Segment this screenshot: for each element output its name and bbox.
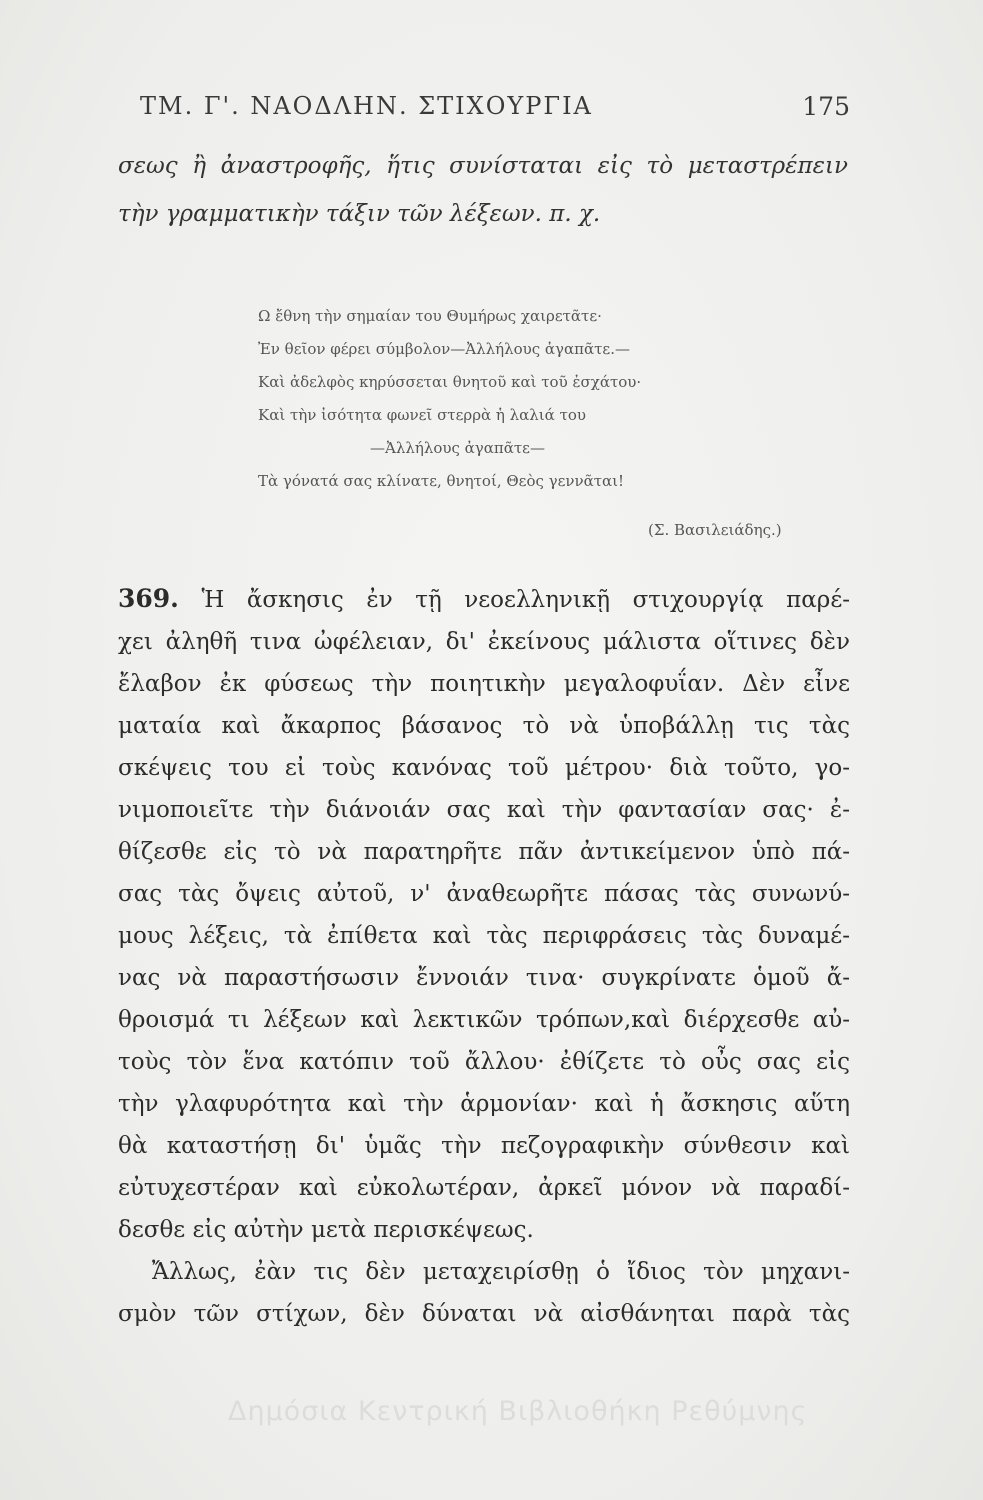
poem-verse: Ω ἔθνη τὴν σημαίαν του Θυμήρως χαιρετᾶτε· [258,307,602,325]
body-row: ματαία καὶ ἄκαρπος βάσανος τὸ νὰ ὑποβάλλῃ τις τὰς [118,713,850,739]
body-row: μους λέξεις, τὰ ἐπίθετα καὶ τὰς περιφράσεις τὰς δυναμέ- [118,923,850,949]
poem-verse: Ἐν θεῖον φέρει σύμβολον—Ἀλλήλους ἀγαπᾶτε.— [258,340,630,358]
running-header [140,92,850,132]
intro-text [118,142,848,238]
poem-verse: Τὰ γόνατά σας κλίνατε, θνητοί, Θεὸς γεννᾶται! [258,472,625,490]
body-row [118,578,850,621]
body-row: σμὸν τῶν στίχων, δὲν δύναται νὰ αἰσθάνηται παρὰ τὰς [118,1301,850,1327]
body-row: σκέψεις του εἰ τοὺς κανόνας τοῦ μέτρου· διὰ τοῦτο, γο- [118,755,850,781]
body-row: θροισμά τι λέξεων καὶ λεκτικῶν τρόπων,καὶ διέρχεσθε αὐ- [118,1007,850,1033]
body-row: τὴν γλαφυρότητα καὶ τὴν ἁρμονίαν· καὶ ἡ ἄσκησις αὕτη [118,1091,850,1117]
body-row: ἔλαβον ἐκ φύσεως τὴν ποιητικὴν μεγαλοφυΐαν. Δὲν εἶνε [118,671,850,697]
library-watermark: Δημόσια Κεντρική Βιβλιοθήκη Ρεθύμνης [228,1396,808,1427]
poem-attribution: (Σ. Βασιλειάδης.) [648,521,782,539]
poem-quotation [258,300,778,498]
body-row: θὰ καταστήσῃ δι' ὑμᾶς τὴν πεζογραφικὴν σύνθεσιν καὶ [118,1133,850,1159]
intro-line: τὴν γραμματικὴν τάξιν τῶν λέξεων. π. χ. [118,201,601,227]
body-row: δεσθε εἰς αὐτὴν μετὰ περισκέψεως. [118,1217,534,1243]
poem-verse: Καὶ τὴν ἰσότητα φωνεῖ στερρὰ ἡ λαλιά του [258,406,587,424]
body-row: τοὺς τὸν ἕνα κατόπιν τοῦ ἄλλου· ἐθίζετε τὸ οὖς σας εἰς [118,1049,850,1075]
body-row: θίζεσθε εἰς τὸ νὰ παρατηρῆτε πᾶν ἀντικείμενον ὑπὸ πά- [118,839,850,865]
body-row: νιμοποιεῖτε τὴν διάνοιάν σας καὶ τὴν φαντασίαν σας· ἐ- [118,797,850,823]
intro-line: σεως ἢ ἀναστροφῆς, ἥτις συνίσταται εἰς τὸ μεταστρέπειν [118,153,848,179]
body-row-text: Ἡ ἄσκησις ἐν τῇ νεοελληνικῇ στιχουργίᾳ παρέ- [201,587,850,613]
page-number: 175 [802,92,850,121]
body-row: Ἄλλως, ἐὰν τις δὲν μεταχειρίσθῃ ὁ ἴδιος τὸν μηχανι- [152,1259,850,1285]
section-number: 369. [118,584,179,613]
body-row: νας νὰ παραστήσωσιν ἔννοιάν τινα· συγκρίνατε ὁμοῦ ἄ- [118,965,850,991]
body-row: εὐτυχεστέραν καὶ εὐκολωτέραν, ἀρκεῖ μόνον νὰ παραδί- [118,1175,850,1201]
body-row: σας τὰς ὄψεις αὐτοῦ, ν' ἀναθεωρῆτε πάσας τὰς συνωνύ- [118,881,850,907]
poem-refrain: —Ἀλλήλους ἀγαπᾶτε— [370,439,545,457]
body-row: χει ἀληθῆ τινα ὠφέλειαν, δι' ἐκείνους μάλιστα οἵτινες δὲν [118,629,850,655]
poem-verse: Καὶ ἀδελφὸς κηρύσσεται θνητοῦ καὶ τοῦ ἐσχάτου· [258,373,642,391]
section-body [118,578,850,1335]
running-title: ΤΜ. Γ'. ΝΑΟΔΛΗΝ. ΣΤΙΧΟΥΡΓΙΑ [140,92,593,120]
